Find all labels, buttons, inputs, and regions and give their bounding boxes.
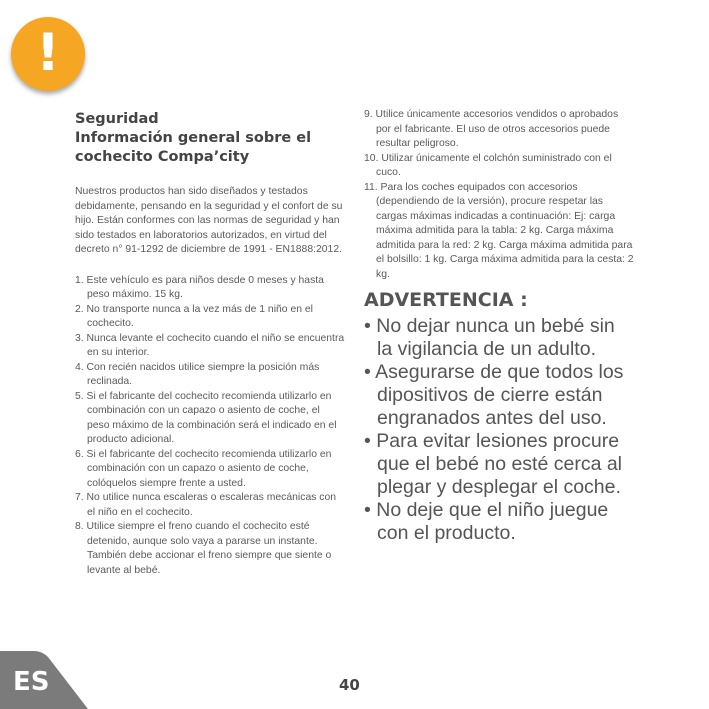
list-item: 8. Utilice siempre el freno cuando el cochecito esté detenido, aunque solo vaya a pararse un instante. También debe accionar el freno siempre que siente o levante al bebé. <box>75 521 332 576</box>
list-item: 10. Utilizar únicamente el colchón suministrado con el cuco. <box>364 152 612 178</box>
list-item: 3. Nunca levante el cochecito cuando el niño se encuentra en su interior. <box>75 332 345 358</box>
safety-list-left <box>75 274 345 579</box>
section-title-line-2: Información general sobre el <box>75 130 312 146</box>
list-item: 11. Para los coches equipados con accesorios (dependiendo de la versión), procure respetar las cargas máximas indicadas a continuación: Ej: carga máxima admitida para la tabla: 2 kg. Carga máxima admitida para la red: 2 kg. Carga máxima admitida para el bolsillo: 1 kg. Carga máxima admitida para la cesta: 2 kg. <box>364 181 634 280</box>
intro-paragraph: Nuestros productos han sido diseñados y testados debidamente, pensando en la seguridad y el confort de su hijo. Están conformes con las normas de seguridad y han sido testados en laboratorios autorizados, en virtud del decreto n° 91-1292 de diciembre de 1991 - EN1888:2012. <box>75 186 343 255</box>
page-number: 40 <box>339 676 360 694</box>
left-column <box>75 110 345 578</box>
warning-item: • Asegurarse de que todos los dipositivos de cierre están engranados antes del uso. <box>364 361 624 429</box>
warning-item: • No deje que el niño juegue con el producto. <box>364 499 609 544</box>
language-label: ES <box>13 667 50 697</box>
list-item: 6. Si el fabricante del cochecito recomienda utilizarlo en combinación con un capazo o asiento de coche, colóquelos siempre frente a usted. <box>75 448 332 489</box>
list-item: 5. Si el fabricante del cochecito recomienda utilizarlo en combinación con un capazo o asiento de coche, el peso máximo de la combinación será el indicado en el producto adicional. <box>75 390 337 445</box>
list-item: 1. Este vehículo es para niños desde 0 meses y hasta peso máximo. 15 kg. <box>75 274 324 300</box>
warning-title: ADVERTENCIA : <box>364 289 528 311</box>
list-item: 9. Utilice únicamente accesorios vendidos o aprobados por el fabricante. El uso de otros accesorios puede resultar peligroso. <box>364 109 619 149</box>
list-item: 7. No utilice nunca escaleras o escaleras mecánicas con el niño en el cochecito. <box>75 492 337 518</box>
section-title-line-1: Seguridad <box>75 111 159 127</box>
list-item: 4. Con recién nacidos utilice siempre la posición más reclinada. <box>75 361 320 387</box>
safety-list-right <box>364 108 634 282</box>
warning-list <box>364 315 634 545</box>
warning-icon <box>11 17 85 91</box>
warning-item: • Para evitar lesiones procure que el bebé no esté cerca al plegar y desplegar el coche. <box>364 430 623 498</box>
warning-item: • No dejar nunca un bebé sin la vigilancia de un adulto. <box>364 315 615 360</box>
section-title-line-3: cochecito Compa’city <box>75 149 250 165</box>
exclamation-glyph: ! <box>36 23 60 83</box>
right-column <box>364 108 634 545</box>
list-item: 2. No transporte nunca a la vez más de 1 niño en el cochecito. <box>75 303 313 329</box>
